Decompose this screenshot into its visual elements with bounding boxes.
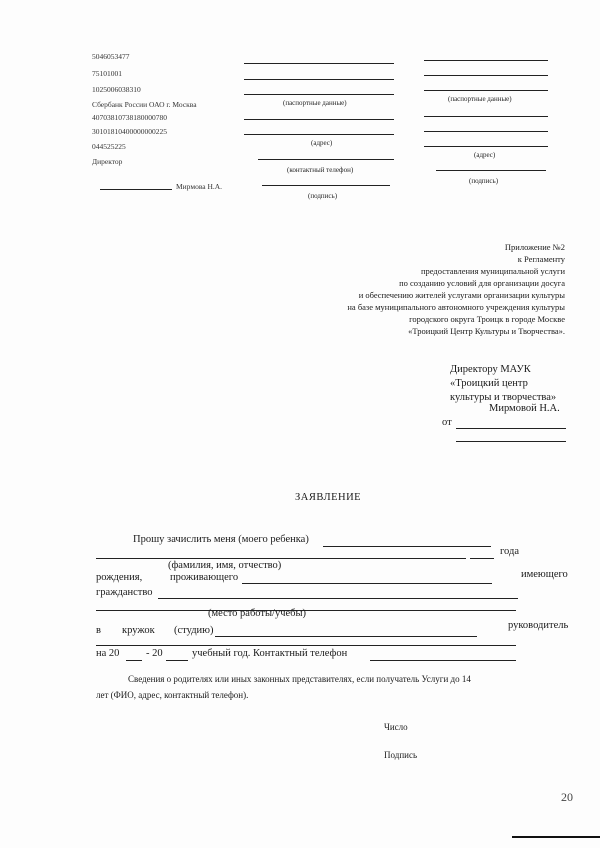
- passport2-line-6: [424, 146, 548, 147]
- in-label: в: [96, 625, 101, 636]
- period-end: учебный год. Контактный телефон: [192, 648, 348, 659]
- info-line-1: Сведения о родителях или иных законных представителях, если получатель Услуги до 14: [128, 674, 471, 684]
- addressee-from-label: от: [442, 417, 452, 428]
- requisite-ogrn: 1025006038310: [92, 85, 141, 94]
- requisite-kpp: 75101001: [92, 69, 122, 78]
- bottom-rule: [512, 836, 600, 838]
- requisite-account: 40703810738180000780: [92, 113, 167, 122]
- info-line-2: лет (ФИО, адрес, контактный телефон).: [96, 690, 249, 700]
- appendix-line-3: предоставления муниципальной услуги: [420, 266, 565, 276]
- passport1-signature-caption: (подпись): [308, 192, 338, 200]
- requisite-inn: 5046053477: [92, 52, 130, 61]
- work-caption: (место работы/учебы): [208, 608, 307, 619]
- appendix-line-5: и обеспечению жителей услугами организации культуры: [358, 290, 565, 300]
- addressee-line-1: Директору МАУК: [450, 364, 531, 375]
- passport1-signature-line: [262, 185, 390, 186]
- passport2-passport-caption: (паспортные данные): [448, 95, 512, 103]
- fio-caption: (фамилия, имя, отчество): [168, 560, 282, 571]
- passport2-signature-caption: (подпись): [469, 177, 499, 185]
- requisite-director: Директор: [92, 157, 123, 166]
- period-end-line: [166, 660, 188, 661]
- residence-line: [242, 583, 492, 584]
- passport1-passport-caption: (паспортные данные): [283, 99, 347, 107]
- passport1-line-3: [244, 94, 394, 95]
- citizenship-label: гражданство: [96, 587, 153, 598]
- appendix-line-7: городского округа Троицк в городе Москве: [409, 314, 565, 324]
- period-start-line: [126, 660, 142, 661]
- requisite-bik: 044525225: [92, 142, 126, 151]
- fullname-line: [96, 558, 466, 559]
- signature-label: Подпись: [384, 750, 418, 760]
- requisite-corr-account: 30101810400000000225: [92, 127, 167, 136]
- passport2-address-caption: (адрес): [474, 151, 496, 159]
- studio-label: (студию): [174, 625, 214, 636]
- having-label: имеющего: [521, 569, 568, 580]
- passport1-line-4: [244, 119, 394, 120]
- birth-label: рождения,: [96, 572, 143, 583]
- passport1-line-5: [244, 134, 394, 135]
- residing-label: проживающего: [170, 572, 239, 583]
- addressee-line-2: «Троицкий центр: [450, 378, 528, 389]
- requisite-signer: Мирмова Н.А.: [176, 182, 223, 191]
- passport2-line-4: [424, 116, 548, 117]
- year-label: года: [500, 546, 519, 557]
- head-name-line: [96, 645, 516, 646]
- requisite-bank: Сбербанк России ОАО г. Москва: [92, 100, 197, 109]
- passport2-line-5: [424, 131, 548, 132]
- citizenship-line: [158, 598, 518, 599]
- addressee-line-4: Мирмовой Н.А.: [489, 403, 560, 414]
- passport1-address-caption: (адрес): [311, 139, 333, 147]
- passport2-line-1: [424, 60, 548, 61]
- passport1-line-1: [244, 63, 394, 64]
- appendix-line-6: на базе муниципального автономного учреждения культуры: [347, 302, 565, 312]
- appendix-line-1: Приложение №2: [504, 242, 565, 252]
- passport2-line-3: [424, 90, 548, 91]
- appendix-line-8: «Троицкий Центр Культуры и Творчества».: [408, 326, 565, 336]
- signer-signature-line: [100, 189, 172, 190]
- head-label: руководитель: [508, 620, 569, 631]
- year-line: [470, 558, 494, 559]
- period-dash: - 20: [146, 648, 163, 659]
- passport1-phone-line: [258, 159, 394, 160]
- page-number: 20: [561, 790, 573, 804]
- passport1-line-2: [244, 79, 394, 80]
- appendix-line-2: к Регламенту: [517, 254, 565, 264]
- request-name-line: [323, 546, 491, 547]
- addressee-from-line-1: [456, 428, 566, 429]
- club-label: кружок: [122, 625, 155, 636]
- period-start: на 20: [96, 648, 120, 659]
- statement-title: ЗАЯВЛЕНИЕ: [295, 492, 362, 503]
- addressee-line-3: культуры и творчества»: [450, 392, 557, 403]
- phone-line: [370, 660, 516, 661]
- addressee-from-line-2: [456, 441, 566, 442]
- passport2-signature-line: [436, 170, 546, 171]
- passport2-line-2: [424, 75, 548, 76]
- passport1-phone-caption: (контактный телефон): [287, 166, 354, 174]
- appendix-line-4: по созданию условий для организации досуга: [399, 278, 565, 288]
- studio-line: [215, 636, 477, 637]
- request-label: Прошу зачислить меня (моего ребенка): [133, 534, 309, 545]
- date-label: Число: [384, 722, 408, 732]
